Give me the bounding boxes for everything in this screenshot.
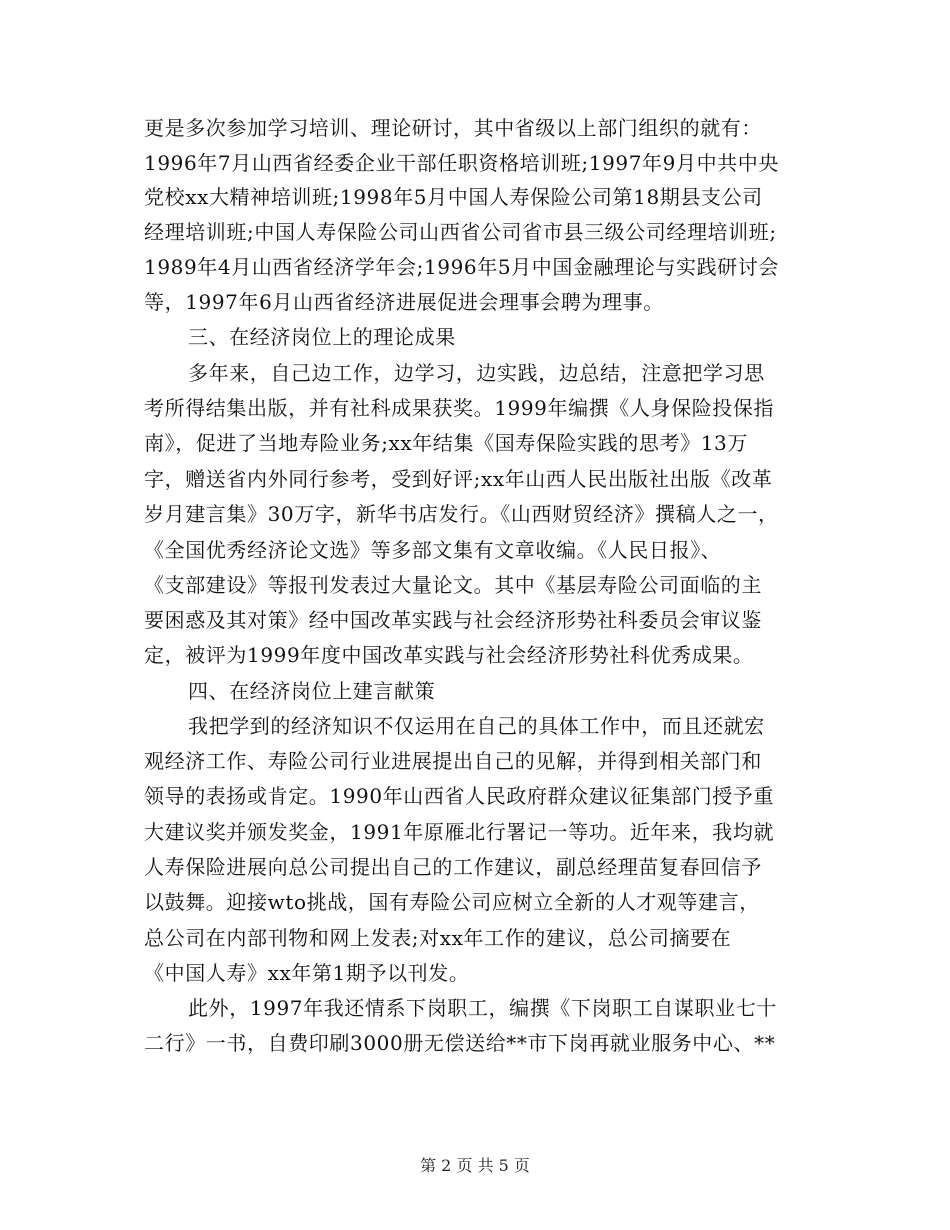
text-line: 大建议奖并颁发奖金，1991年原雁北行署记一等功。近年来，我均就 [144, 820, 775, 844]
text-line: 《支部建设》等报刊发表过大量论文。其中《基层寿险公司面临的主 [144, 573, 762, 597]
section-heading: 三、在经济岗位上的理论成果 [188, 325, 456, 349]
text-line: 定，被评为1999年度中国改革实践与社会经济形势社科优秀成果。 [144, 643, 754, 667]
text-line: 《全国优秀经济论文选》等多部文集有文章收编。《人民日报》、 [144, 538, 722, 562]
page-footer: 第 2 页 共 5 页 [420, 1156, 530, 1175]
text-line: 南》，促进了当地寿险业务;xx年结集《国寿保险实践的思考》13万 [144, 431, 748, 455]
text-line: 以鼓舞。迎接wto挑战，国有寿险公司应树立全新的人才观等建言， [144, 890, 760, 914]
text-line: 领导的表扬或肯定。1990年山西省人民政府群众建议征集部门授予重 [144, 784, 775, 808]
text-line: 经理培训班;中国人寿保险公司山西省公司省市县三级公司经理培训班; [144, 220, 777, 244]
text-line: 等，1997年6月山西省经济进展促进会理事会聘为理事。 [144, 290, 664, 314]
text-line: 人寿保险进展向总公司提出自己的工作建议，副总经理苗复春回信予 [144, 855, 762, 879]
text-line: 《中国人寿》xx年第1期予以刊发。 [144, 961, 470, 985]
text-line: 此外，1997年我还情系下岗职工，编撰《下岗职工自谋职业七十 [188, 996, 777, 1020]
text-line: 我把学到的经济知识不仅运用在自己的具体工作中，而且还就宏 [188, 714, 765, 738]
text-line: 1996年7月山西省经委企业干部任职资格培训班;1997年9月中共中央 [144, 151, 779, 175]
text-line: 岁月建言集》30万字，新华书店发行。《山西财贸经济》撰稿人之一， [144, 502, 779, 526]
text-line: 总公司在内部刊物和网上发表;对xx年工作的建议，总公司摘要在 [144, 926, 732, 950]
text-line: 字，赠送省内外同行参考，受到好评;xx年山西人民出版社出版《改革 [144, 467, 773, 491]
text-line: 更是多次参加学习培训、理论研讨，其中省级以上部门组织的就有： [144, 116, 762, 140]
text-line: 二行》一书，自费印刷3000册无偿送给**市下岗再就业服务中心、** [144, 1031, 776, 1055]
text-line: 观经济工作、寿险公司行业进展提出自己的见解，并得到相关部门和 [144, 749, 762, 773]
text-line: 要困惑及其对策》经中国改革实践与社会经济形势社科委员会审议鉴 [144, 608, 762, 632]
text-line: 1989年4月山西省经济学年会;1996年5月中国金融理论与实践研讨会 [144, 255, 779, 279]
text-line: 多年来，自己边工作，边学习，边实践，边总结，注意把学习思 [188, 361, 765, 385]
text-line: 考所得结集出版，并有社科成果获奖。1999年编撰《人身保险投保指 [144, 396, 775, 420]
text-line: 党校xx大精神培训班;1998年5月中国人寿保险公司第18期县支公司 [144, 185, 763, 209]
section-heading: 四、在经济岗位上建言献策 [188, 679, 436, 703]
